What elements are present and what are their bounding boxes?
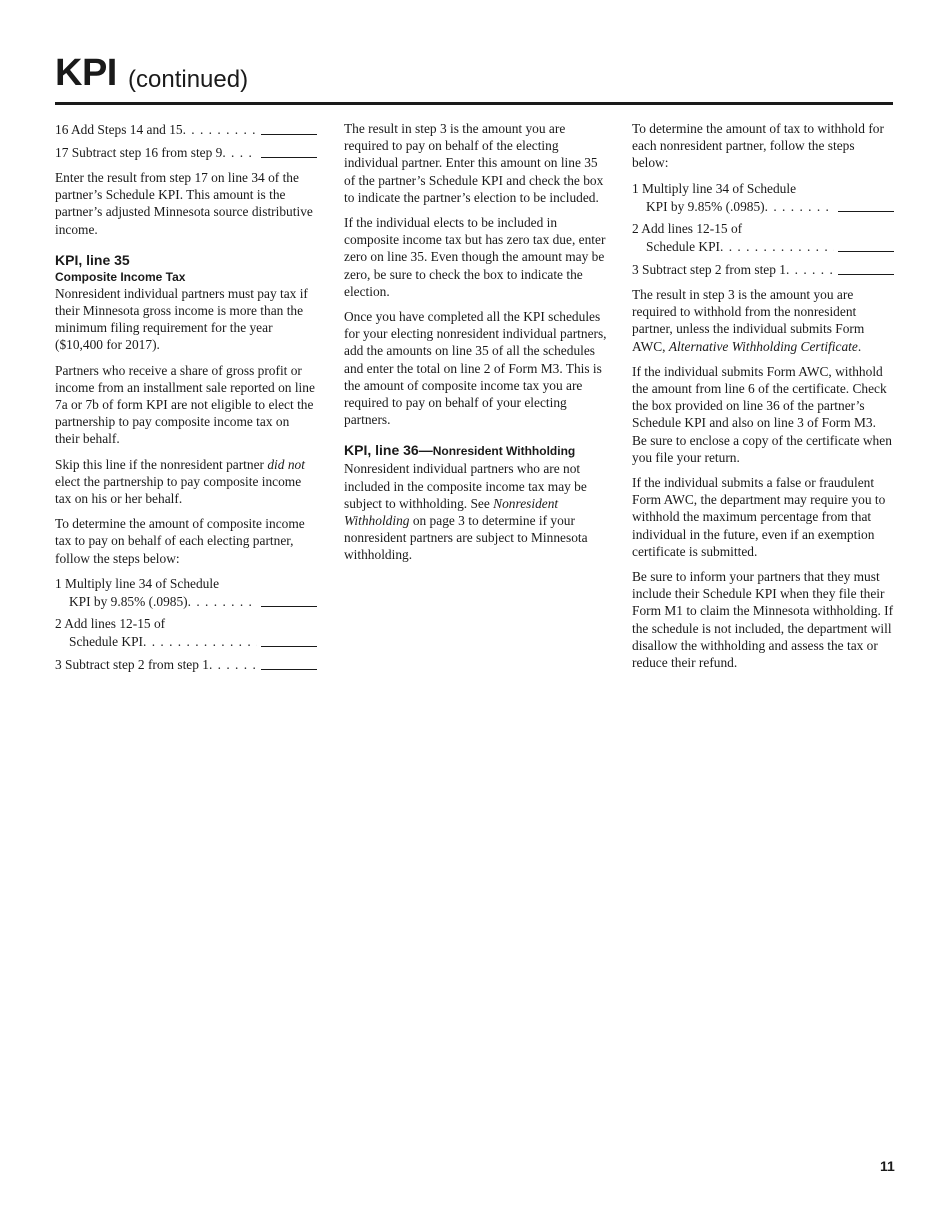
paragraph: Nonresident individual partners who are not included in the composite income tax may be subject to withholding. See Nonresident Withholding on page 3 to determine if your nonresident partners are subject to Minnesota withholding. [344, 461, 588, 563]
paragraph: If the individual submits Form AWC, withhold the amount from line 6 of the certificate. Check the box provided on line 36 of the partner’s Schedule KPI and also on line 3 of Form M3. Be sure to enclose a copy of the certificate when you file your return. [632, 363, 892, 465]
section-subheading: Composite Income Tax [55, 269, 186, 284]
paragraph: Enter the result from step 17 on line 34 of the partner’s Schedule KPI. This amount is the partner’s adjusted Minnesota source distributive income. [55, 170, 313, 237]
paragraph: Once you have completed all the KPI schedules for your electing nonresident individual partners, add the amounts on line 35 of all the schedules and enter the total on line 2 of Form M3. This is the amount of composite income tax you are required to pay on behalf of your electing partners. [344, 309, 607, 428]
step-17-text: 17 Subtract step 16 from step 9 [55, 144, 223, 160]
withholding-step-1-blank[interactable] [838, 197, 894, 212]
composite-step-1-blank[interactable] [261, 592, 317, 607]
step-16-blank[interactable] [261, 120, 317, 135]
page-title: KPI [55, 52, 117, 94]
withholding-step-3-blank[interactable] [838, 260, 894, 275]
paragraph: If the individual elects to be included in composite income tax but has zero tax due, enter zero on line 35. Even though the amount may be zero, be sure to check the box to indicate the election. [344, 215, 606, 299]
page-subtitle: (continued) [128, 66, 249, 93]
step-17-blank[interactable] [261, 143, 317, 158]
step-16-line [55, 120, 317, 138]
paragraph: Partners who receive a share of gross profit or income from an installment sale reported on line 7a or 7b of form KPI are not eligible to elect the partnership to pay composite income tax on their behalf. [55, 362, 315, 447]
withholding-step-3: 3 Subtract step 2 from step 1 . . . [632, 260, 894, 278]
paragraph: Skip this line if the nonresident partner did not elect the partnership to pay composite income tax on his or her behalf. [55, 456, 305, 507]
paragraph: The result in step 3 is the amount you are required to withhold from the nonresident partner, unless the individual submits Form AWC, Alternative Withholding Certificate. [632, 287, 865, 354]
paragraph: Nonresident individual partners must pay tax if their Minnesota gross income is more than the minimum filing requirement for the year ($10,400 for 2017). [55, 285, 308, 353]
page-number: 11 [880, 1158, 895, 1174]
withholding-step-1: 1 Multiply line 34 of Schedule KPI by 9.85% (.0985) . . . [632, 180, 894, 215]
paragraph: To determine the amount of tax to withhold for each nonresident partner, follow the steps below: [632, 121, 884, 171]
composite-step-1: 1 Multiply line 34 of Schedule KPI by 9.85% (.0985) . . . [55, 575, 317, 610]
section-heading-line-36: KPI, line 36—Nonresident Withholding [344, 442, 576, 459]
paragraph: If the individual submits a false or fraudulent Form AWC, the department may require you to withhold the maximum percentage from that individual in the future, even if an exemption certificate is submitted. [632, 475, 886, 559]
section-heading-line-35: KPI, line 35 [55, 251, 130, 268]
composite-step-3-blank[interactable] [261, 655, 317, 670]
column-middle [344, 120, 608, 572]
step-17-line [55, 143, 317, 161]
paragraph: Be sure to inform your partners that they must include their Schedule KPI when they file their Form M1 to claim the Minnesota withholding. If the schedule is not included, the department will disallow the withholding and assess the tax or reduce their refund. [632, 569, 894, 671]
withholding-step-2: 2 Add lines 12-15 of Schedule KPI . . . [632, 220, 894, 255]
step-16-text: 16 Add Steps 14 and 15 [55, 121, 183, 137]
page-header [55, 52, 893, 105]
composite-step-2-blank[interactable] [261, 632, 317, 647]
column-right [632, 120, 894, 679]
paragraph: The result in step 3 is the amount you are required to pay on behalf of the electing individual partner. Enter this amount on line 35 of the partner’s Schedule KPI and check the box to indicate the partner’s election to be included. [344, 121, 604, 205]
column-left [55, 120, 317, 678]
withholding-step-2-blank[interactable] [838, 237, 894, 252]
composite-step-3: 3 Subtract step 2 from step 1 . . . [55, 655, 317, 673]
paragraph: To determine the amount of composite income tax to pay on behalf of each electing partner, follow the steps below: [55, 516, 305, 566]
composite-step-2: 2 Add lines 12-15 of Schedule KPI . . . [55, 615, 317, 650]
